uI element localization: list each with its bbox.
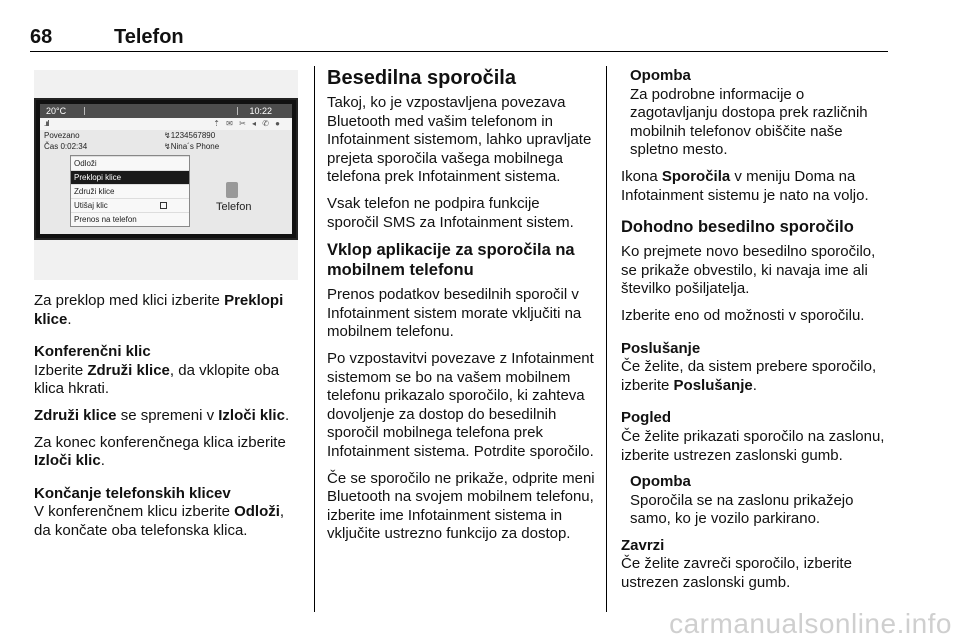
paragraph xyxy=(621,358,889,395)
mute-checkbox[interactable] xyxy=(160,202,167,209)
section-title: Besedilna sporočila xyxy=(327,67,516,89)
ui-term: Izloči klic xyxy=(218,406,285,424)
paragraph xyxy=(34,434,302,471)
screen-icon-row xyxy=(40,118,292,130)
menu-item-label: Utišaj klic xyxy=(74,201,108,210)
subsection-heading: Dohodno besedilno sporočilo xyxy=(621,218,854,237)
paragraph: Če želite prikazati sporočilo na zaslonu, izberite ustrezen zaslonski gumb. xyxy=(621,427,885,464)
column-1 xyxy=(34,292,302,549)
heading-text: Poslušanje xyxy=(621,339,701,357)
note-text: Za podrobne informacije o zagotavljanju dostopa prek različnih mobilnih telefonov obiščite naše spletno mesto. xyxy=(630,85,868,159)
note-title: Opomba xyxy=(630,67,691,84)
column-divider xyxy=(606,66,607,612)
paragraph: Prenos podatkov besedilnih sporočil v Infotainment sistem morate vključiti na mobilnem telefonu. xyxy=(327,286,582,341)
paragraph xyxy=(34,292,302,329)
header-divider xyxy=(30,51,888,52)
text: V konferenčnem klicu izberite xyxy=(34,503,235,521)
menu-item-preklopi-klice[interactable]: Preklopi klice xyxy=(71,170,189,184)
ui-term: Poslušanje xyxy=(673,376,753,394)
ui-term: Odloži xyxy=(234,503,280,521)
paragraph: Vsak telefon ne podpira funkcije sporočil SMS za Infotainment sistem. xyxy=(327,194,574,231)
temperature-readout: 20°C xyxy=(46,106,67,116)
status-separator xyxy=(84,107,85,115)
text: Če želite, da sistem prebere sporočilo, izberite xyxy=(621,358,877,394)
text: v meniju Doma na Infotainment sistemu je nato na voljo. xyxy=(621,167,869,204)
status-separator xyxy=(237,107,238,115)
phone-app-label: Telefon xyxy=(216,201,252,213)
ui-term: Sporočila xyxy=(661,167,731,185)
text: se spremeni v xyxy=(116,406,219,424)
screen-status-bar xyxy=(40,104,292,118)
text: Za preklop med klici izberite xyxy=(34,292,225,309)
connection-status: Povezano xyxy=(44,131,80,140)
subsection-heading: Vklop aplikacije za sporočila na mobilnem telefonu xyxy=(327,241,575,280)
column-divider xyxy=(314,66,315,612)
text: Za konec konferenčnega klica izberite xyxy=(34,433,286,451)
text: . xyxy=(284,406,290,424)
text: Izberite xyxy=(34,361,88,379)
column-2 xyxy=(327,66,595,552)
paragraph xyxy=(621,168,889,205)
paragraph: Po vzpostavitvi povezave z Infotainment sistemom se bo na vašem mobilnem telefonu prikazalo sporočilo, ki zahteva dovoljenje za dostop do besedilnih sporočil mobilnega telefona prek Infotainment sistema. Potrdite sporočilo. xyxy=(327,349,594,460)
ui-term: Združi klice xyxy=(87,361,170,379)
text: , da končate oba telefonska klica. xyxy=(34,503,285,539)
text: . xyxy=(752,376,757,394)
note-text: Sporočila se na zaslonu prikažejo samo, ko je vozilo parkirano. xyxy=(630,491,854,528)
paragraph: Ko prejmete novo besedilno sporočilo, se prikaže obvestilo, ki navaja ime ali številko pošiljatelja. xyxy=(621,243,876,298)
heading-text: Konferenčni klic xyxy=(34,343,151,361)
section-heading xyxy=(34,343,302,362)
section-heading xyxy=(621,340,889,359)
signal-icon: .ııl xyxy=(44,119,49,128)
menu-item-utisaj-klic[interactable] xyxy=(71,198,189,212)
menu-item-zdruzi-klice[interactable]: Združi klice xyxy=(71,184,189,198)
paragraph: Če se sporočilo ne prikaže, odprite meni Bluetooth na svojem mobilnem telefonu, izberite ime Infotainment sistema in vključite ustrezno funkcijo za dostop. xyxy=(327,469,595,543)
watermark: carmanualsonline.info xyxy=(669,608,952,639)
ui-term: Preklopi klice xyxy=(34,292,284,328)
page-number: 68 xyxy=(30,26,53,48)
phone-app-icon xyxy=(226,182,238,198)
caller-name: ↯Nina´s Phone xyxy=(164,142,220,151)
text: Ikona xyxy=(621,167,662,185)
paragraph xyxy=(34,503,302,540)
note-box xyxy=(621,67,889,160)
heading-text: Zavrzi xyxy=(621,536,665,554)
heading-text: Končanje telefonskih klicev xyxy=(34,484,231,502)
note-title: Opomba xyxy=(630,473,691,491)
paragraph xyxy=(34,362,302,399)
call-options-menu xyxy=(70,155,190,227)
call-duration: Čas 0:02:34 xyxy=(44,142,88,151)
text: . xyxy=(67,310,72,328)
section-heading xyxy=(621,409,889,428)
heading-text: Pogled xyxy=(621,409,672,427)
menu-item-odlozi[interactable]: Odloži xyxy=(71,156,189,170)
infotainment-screenshot xyxy=(34,98,298,240)
section-heading xyxy=(621,537,889,556)
section-heading xyxy=(34,485,302,504)
column-3 xyxy=(621,67,889,601)
page-title: Telefon xyxy=(114,26,184,48)
ui-term: Združi klice xyxy=(34,406,117,424)
paragraph: Izberite eno od možnosti v sporočilu. xyxy=(621,306,865,324)
menu-item-prenos-na-telefon[interactable]: Prenos na telefon xyxy=(71,212,189,226)
text: . xyxy=(100,452,105,470)
caller-number: ↯1234567890 xyxy=(164,131,216,140)
paragraph xyxy=(34,407,302,426)
status-icons: ⇡ ✉ ✂ ◂ ✆ ● xyxy=(213,119,282,128)
paragraph: Če želite zavreči sporočilo, izberite ustrezen zaslonski gumb. xyxy=(621,555,852,592)
text: , da vklopite oba klica hkrati. xyxy=(34,361,280,398)
ui-term: Izloči klic xyxy=(34,452,101,470)
clock-readout: 10:22 xyxy=(249,106,272,116)
paragraph: Takoj, ko je vzpostavljena povezava Bluetooth med vašim telefonom in Infotainment sistemom, lahko upravljate prejeta sporočila vašega mobilnega telefona prek Infotainment sistema. xyxy=(327,94,592,186)
infotainment-screen xyxy=(40,104,292,234)
note-box xyxy=(621,473,889,529)
